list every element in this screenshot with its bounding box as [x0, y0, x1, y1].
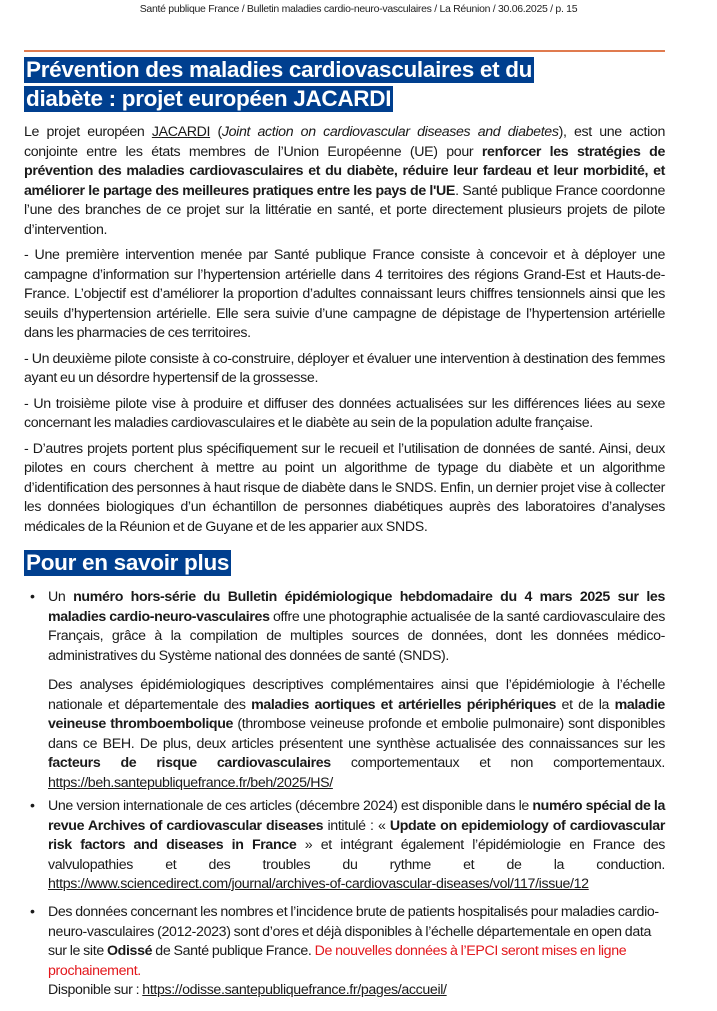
bold-term: maladie veineuse thromboembolique: [48, 696, 665, 732]
intro-text: Le projet européen: [24, 124, 152, 140]
title-learn-more: Pour en savoir plus: [26, 550, 230, 575]
upcoming-data-notice: De nouvelles données à l’EPCI seront mises en ligne prochainement.: [48, 943, 627, 979]
text: Une version internationale de ces articles (décembre 2024) est disponible dans le: [48, 798, 533, 814]
pilot-paragraph-3: - Un troisième pilote vise à produire et diffuser des données actualisées sur les différences liées au sexe concernant les maladies cardiovasculaires et le diabète au sein de la population adulte française.: [24, 395, 665, 431]
bold-term: maladies aortiques et artérielles périphériques: [251, 696, 557, 713]
intro-text: (: [210, 124, 222, 140]
intro-emphasis: renforcer les stratégies de prévention des maladies cardiovasculaires et du diabète, réduire leur fardeau et leur morbidité, et améliorer le partage des meilleures pratiques entre les pays de l'UE: [24, 143, 665, 199]
archives-paragraph: [48, 797, 665, 895]
section-divider-rule: [24, 50, 665, 52]
intro-text: . Santé publique France coordonne l’une des branches de ce projet sur la littératie en santé, et porte directement plusieurs projets de pilote d’intervention.: [24, 182, 666, 238]
bullet-icon: •: [30, 904, 35, 920]
bullet-icon: •: [30, 589, 35, 605]
text: Des données concernant les nombres et l’incidence brute de patients hospitalisés pour maladies cardio-neuro-vasculaires (2012-2023) sont d’ores et déjà disponibles à l’échelle départementale en open data sur le site: [48, 904, 659, 959]
list-item-beh: [24, 588, 665, 803]
odisse-paragraph: [48, 903, 665, 1001]
pilot-paragraph-1: - Une première intervention menée par Santé publique France consiste à concevoir et à déployer une campagne d’information sur l’hypertension artérielle dans 4 territoires des régions Grand-Est et Hauts-de-France. L’objectif est d’améliorer la proportion d’adultes connaissant leurs chiffres tensionnels ainsi que les seuils d’hypertension artérielle. Elle sera suivie d’une campagne de dépistage de l’hypertension artérielle dans les pharmacies de ces territoires.: [24, 247, 665, 341]
text: et de la: [556, 696, 615, 713]
beh-title-bold: numéro hors-série du Bulletin épidémiologique hebdomadaire du 4 mars 2025 sur les maladies cardio-neuro-vasculaires: [48, 589, 665, 625]
text: comportementaux et non comportementaux.: [330, 755, 665, 771]
section-title-jacardi: [24, 55, 584, 113]
text: (thrombose veineuse profonde et embolie pulmonaire) sont disponibles dans ce BEH. De plus, deux articles présentent une synthèse actualisée des connaissances sur les: [48, 716, 665, 752]
bold-term: Update on epidemiology of cardiovascular risk factors and diseases in France: [48, 817, 665, 853]
bold-term: numéro spécial de la revue Archives of cardiovascular diseases: [48, 798, 665, 834]
odisse-link[interactable]: https://odisse.santepubliquefrance.fr/pages/accueil/: [142, 982, 447, 998]
text: intitulé : «: [323, 817, 390, 834]
sciencedirect-link[interactable]: https://www.sciencedirect.com/journal/archives-of-cardiovascular-diseases/vol/117/issue/12: [48, 876, 589, 892]
section-title-learn-more: [24, 548, 231, 577]
jacardi-expansion: Joint action on cardiovascular diseases and diabetes: [221, 124, 559, 140]
text: Un: [48, 589, 74, 605]
jacardi-link[interactable]: JACARDI: [151, 124, 211, 140]
list-item-archives: [24, 797, 665, 905]
list-item-odisse: [24, 903, 665, 1011]
text: offre une photographie actualisée de la santé cardiovasculaire des Français, grâce à la compilation de multiples sources de données, dont les données médico-administratives du Système national des données de santé (SNDS).: [48, 608, 666, 664]
bold-term: facteurs de risque cardiovasculaires: [48, 755, 331, 771]
pilot-paragraph-4: - D’autres projets portent plus spécifiquement sur le recueil et l’utilisation de données de santé. Ainsi, deux pilotes en cours cherchent à mettre au point un algorithme de typage du diabète et un algorithme d’identification des personnes à haut risque de diabète dans le SNDS. Enfin, un dernier projet vise à collecter les données biologiques d’un échantillon de personnes diabétiques auprès des laboratoires d’analyses médicales de la Réunion et de Guyane et de les apparier aux SNDS.: [24, 440, 665, 535]
odisse-bold: Odissé: [106, 943, 153, 959]
running-header: Santé publique France / Bulletin maladies cardio-neuro-vasculaires / La Réunion / 30.06.2025 / p. 15: [139, 3, 578, 15]
jacardi-body: [24, 123, 665, 543]
beh-paragraph-1: [48, 588, 665, 666]
pilot-paragraph-2: - Un deuxième pilote consiste à co-construire, déployer et évaluer une intervention à destination des femmes ayant eu un désordre hypertensif de la grossesse.: [24, 350, 665, 386]
title-line-1: Prévention des maladies cardiovasculaires et du: [26, 57, 533, 82]
beh-paragraph-2: [48, 676, 665, 793]
intro-paragraph: [24, 123, 665, 240]
text: de Santé publique France.: [152, 943, 315, 959]
text: » et intégrant également l’épidémiologie en France des valvulopathies et des troubles du rythme et de la conduction.: [48, 837, 665, 873]
available-label: Disponible sur :: [48, 982, 143, 998]
text: Des analyses épidémiologiques descriptives complémentaires ainsi que l’épidémiologie à l’échelle nationale et départementale des: [48, 677, 665, 713]
bullet-icon: •: [30, 798, 35, 814]
beh-link[interactable]: https://beh.santepubliquefrance.fr/beh/2025/HS/: [48, 774, 333, 791]
intro-text: ), est une action conjointe entre les états membres de l’Union Européenne (UE) pour: [24, 124, 666, 160]
title-line-2: diabète : projet européen JACARDI: [26, 86, 392, 111]
